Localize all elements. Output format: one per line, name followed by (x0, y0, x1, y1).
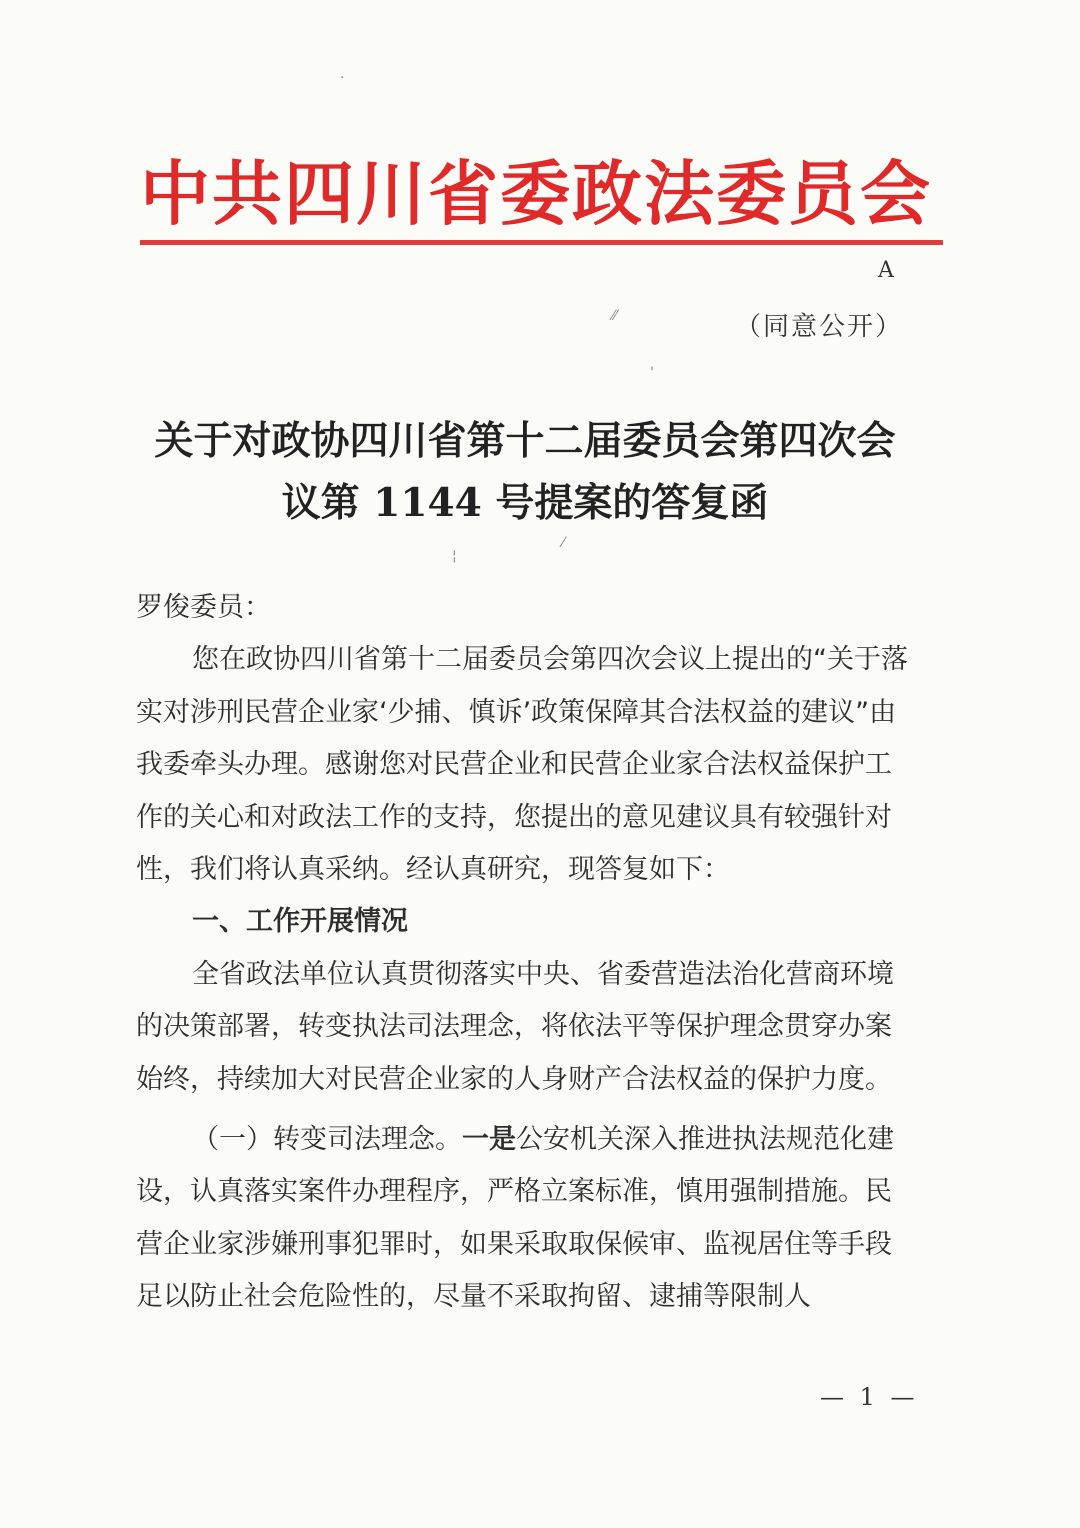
section-heading: 一、工作开展情况 (192, 906, 408, 938)
subsection-body: 公安机关深入推进执法规范化建设，认真落实案件办理程序，严格立案标准，慎用强制措施。民营企业家涉嫌刑事犯罪时，如果采取取保候审、监视居住等手段足以防止社会危险性的，尽量不采取拘留、逮捕等限制人 (136, 1124, 894, 1313)
subsection-point-label: 一是 (462, 1124, 516, 1156)
red-divider (140, 240, 943, 245)
subsection-lead: （一）转变司法理念。 (192, 1124, 462, 1156)
letter-body (136, 582, 916, 1324)
document-title (120, 410, 930, 534)
page-number: — 1 — (820, 1383, 919, 1411)
intro-paragraph: 您在政协四川省第十二届委员会第四次会议上提出的“关于落实对涉刑民营企业家‘少捕、慎诉’政策保障其合法权益的建议”由我委牵头办理。感谢您对民营企业和民营企业家合法权益保护工作的关心和对政法工作的支持，您提出的意见建议具有较强针对性，我们将认真采纳。经认真研究，现答复如下： (136, 644, 908, 886)
scan-speck: ¦ (452, 548, 457, 564)
masthead-title: 中共四川省委政法委员会 (140, 153, 932, 235)
scan-speck: ⁄⁄ (612, 308, 617, 324)
scan-speck: ' (650, 365, 654, 381)
salutation: 罗俊委员： (136, 592, 271, 623)
disclosure-note: （同意公开） (735, 312, 904, 342)
section-paragraph: 全省政法单位认真贯彻落实中央、省委营造法治化营商环境的决策部署，转变执法司法理念，将依法平等保护理念贯穿办案始终，持续加大对民营企业家的人身财产合法权益的保护力度。 (136, 958, 894, 1095)
subsection-paragraph (136, 1114, 916, 1324)
classification-mark: A (878, 258, 894, 283)
scan-speck: ⁄ (562, 535, 565, 551)
scan-speck: · (340, 70, 345, 86)
title-line-2: 议第 1144 号提案的答复函 (281, 480, 769, 526)
title-line-1: 关于对政协四川省第十二届委员会第四次会 (154, 418, 896, 464)
